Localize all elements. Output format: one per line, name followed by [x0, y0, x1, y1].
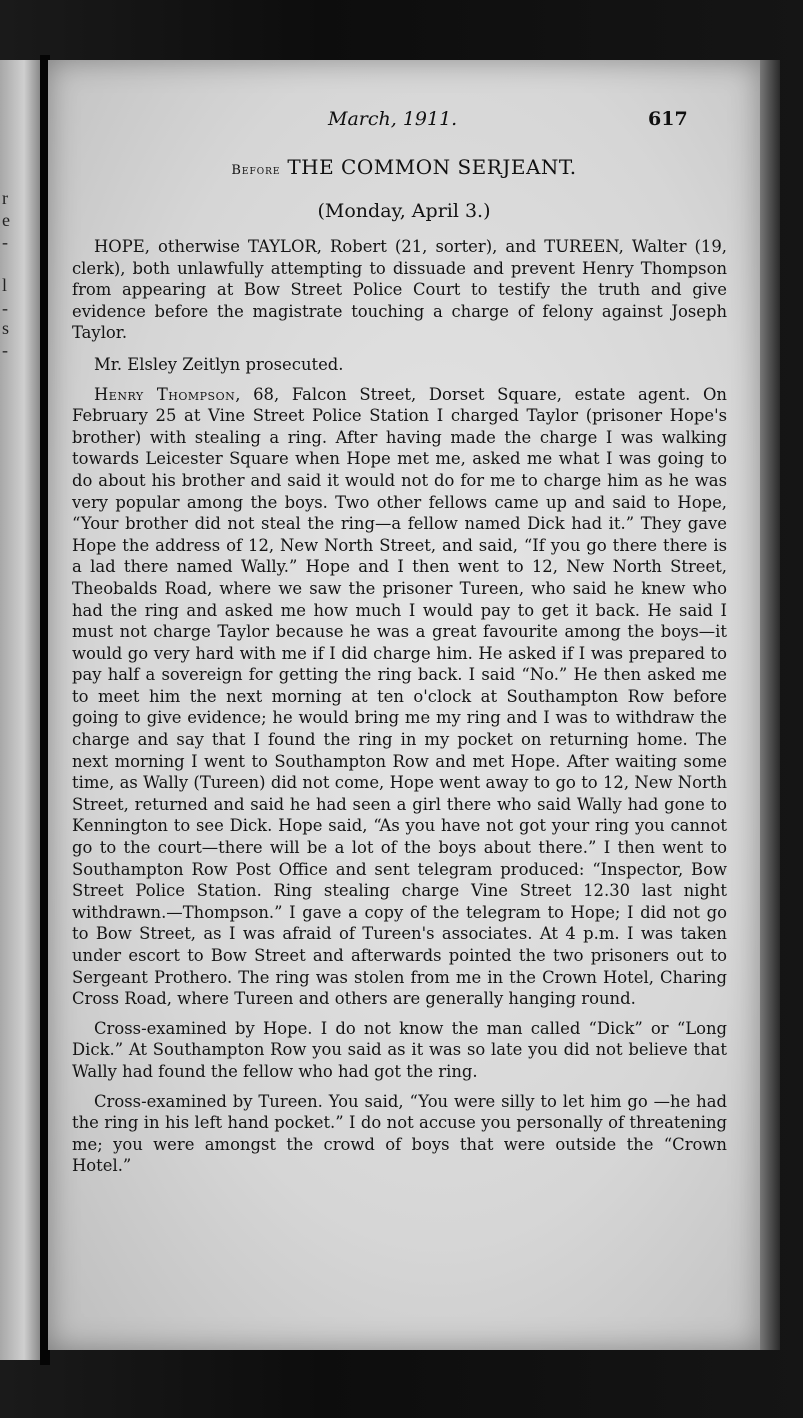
document-page — [48, 60, 760, 1350]
session-date: (Monday, April 3.) — [317, 200, 491, 222]
case-text — [72, 236, 727, 1185]
adjacent-page-edge — [0, 60, 40, 1360]
adjacent-page-fragment: r — [2, 188, 8, 208]
adjacent-page-fragment: l — [2, 275, 8, 295]
page-right-edge — [760, 60, 780, 1350]
adjacent-page-fragment: s — [2, 318, 10, 338]
adjacent-page-fragment: - — [2, 340, 8, 360]
running-header — [48, 108, 760, 138]
witness-testimony: , 68, Falcon Street, Dorset Square, estate agent. On February 25 at Vine Street Police Station I charged Taylor (prisoner Hope's brother) with stealing a ring. After having made the charge I was walking towards Leicester Square when Hope met me, asked me what I was going to do about his brother and said it would not do for me to charge him as he was very popular among the boys. Two other fellows came up and said to Hope, “Your brother did not steal the ring—a fellow named Dick had it.” They gave Hope the address of 12, New North Street, and said, “If you go there there is a lad there named Wally.” Hope and I then went to 12, New North Street, Theobalds Road, where we saw the prisoner Tureen, who said he knew who had the ring and asked me how much I would pay to get it back. He said I must not charge Taylor because he was a great favourite among the boys—it would go very hard with me if I did charge him. He asked if I was prepared to pay half a sovereign for getting the ring back. I said “No.” He then asked me to meet him the next morning at ten o'clock at Southampton Row before going to give evidence; he would bring me my ring and I was to withdraw the charge and say that I found the ring in my pocket on returning home. The next morning I went to Southampton Row and met Hope. After waiting some time, as Wally (Tureen) did not come, Hope went away to go to 12, New North Street, returned and said he had seen a girl there who said Wally had gone to Kennington to see Dick. Hope said, “As you have not got your ring you cannot go to the court—there will be a lot of the boys about there.” I then went to Southampton Row Post Office and sent telegram produced: “Inspector, Bow Street Police Station. Ring stealing charge Vine Street 12.30 last night withdrawn.—Thompson.” I gave a copy of the telegram to Hope; I did not go to Bow Street, as I was afraid of Tureen's associates. At 4 p.m. I was taken under escort to Bow Street and afterwards pointed the two prisoners out to Sergeant Prothero. The ring was stolen from me in the Crown Hotel, Charing Cross Road, where Tureen and others are generally hanging round. — [72, 384, 727, 1009]
adjacent-page-fragment: - — [2, 232, 8, 252]
adjacent-page-fragment: - — [2, 298, 8, 318]
court-prefix: Before — [231, 163, 281, 178]
indictment-paragraph: HOPE, otherwise TAYLOR, Robert (21, sorter), and TUREEN, Walter (19, clerk), both unlawfully attempting to dissuade and prevent Henry Thompson from appearing at Bow Street Police Court to testify the truth and give evidence before the magistrate touching a charge of felony against Joseph Taylor. — [72, 237, 727, 343]
witness-name: Henry Thompson — [94, 384, 236, 404]
adjacent-page-fragment: e — [2, 210, 10, 230]
page-number: 617 — [648, 108, 688, 130]
court-name: THE COMMON SERJEANT. — [287, 155, 577, 179]
cross-examination-hope: Cross-examined by Hope. I do not know the man called “Dick” or “Long Dick.” At Southampton Row you said as it was so late you did not believe that Wally had found the fellow who had got the ring. — [72, 1018, 727, 1081]
cross-examination-tureen: Cross-examined by Tureen. You said, “You were silly to let him go —he had the ring in his left hand pocket.” I do not accuse you personally of threatening me; you were amongst the crowd of boys that were outside the “Crown Hotel.” — [72, 1091, 727, 1176]
header-month: March, 1911. — [328, 108, 458, 130]
prosecution-paragraph: Mr. Elsley Zeitlyn prosecuted. — [94, 354, 344, 374]
court-heading — [48, 155, 760, 179]
witness-paragraph — [72, 384, 727, 1010]
